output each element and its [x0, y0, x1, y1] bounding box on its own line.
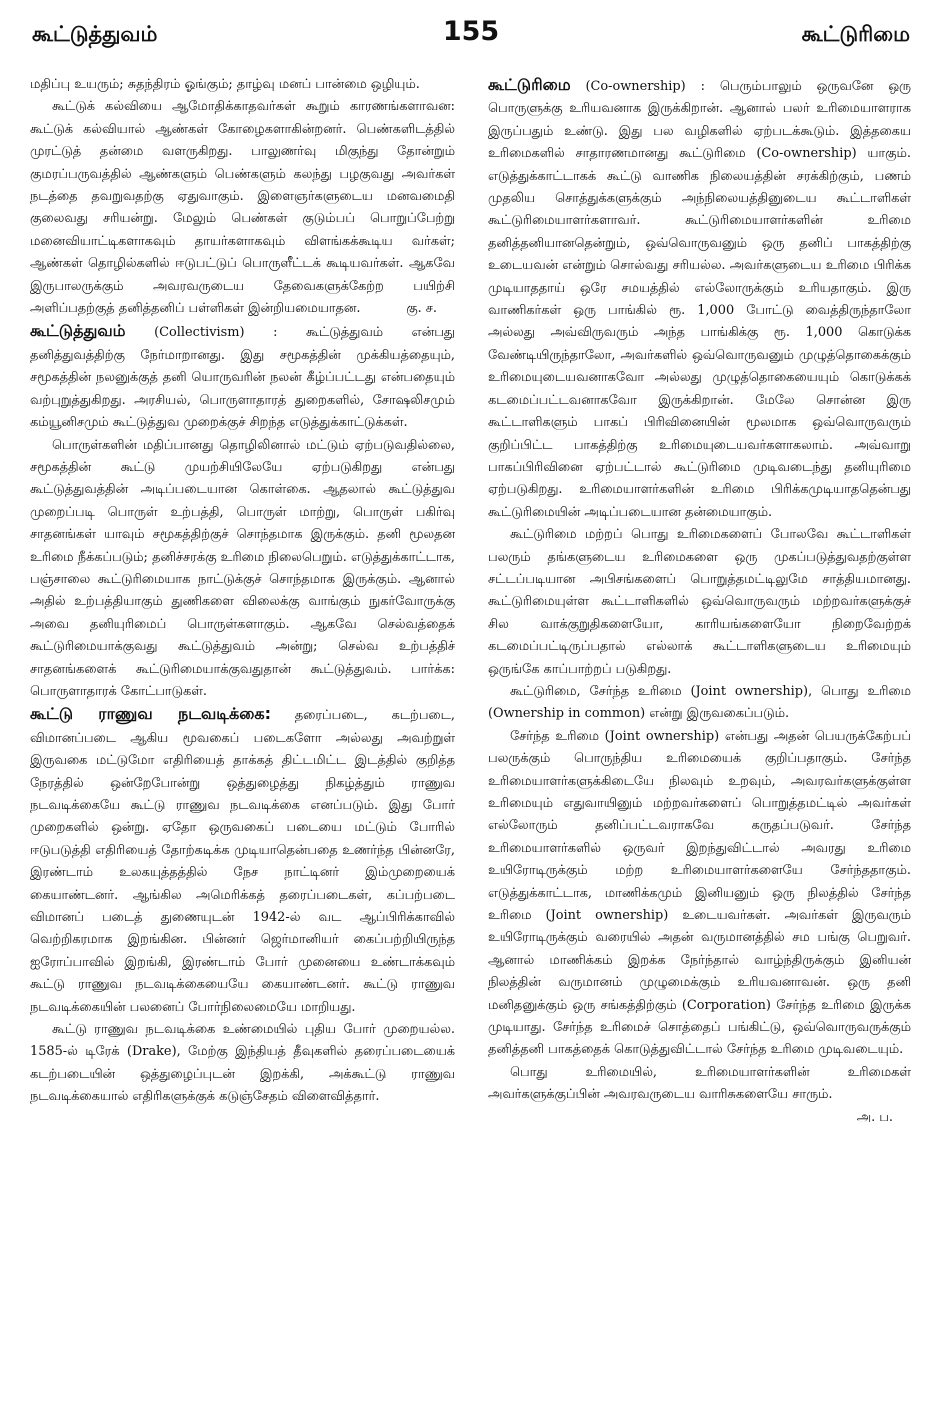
- entry-joint-military-operation: [30, 703, 455, 1019]
- right-column: [488, 74, 911, 1414]
- author-initials: அ. ப.: [856, 1109, 893, 1125]
- entry-heading: கூட்டு ராணுவ நடவடிக்கை:: [30, 704, 271, 724]
- entry-collectivism: [30, 320, 455, 434]
- entry-co-ownership: [488, 74, 911, 524]
- paragraph-collectivism-detail: பொருள்களின் மதிப்பானது தொழிலினால் மட்டும் ஏற்படுவதில்லை, சமூகத்தின் கூட்டு முயற்சியிலேயே ஏற்படுகிறது என்பது கூட்டுத்துவத்தின் அடிப்படையான கொள்கை. ஆதலால் கூட்டுத்துவ முறைப்படி பொருள் உற்பத்தி, பொருள் மாற்று, பொருள் பகிர்வு சாதனங்கள் யாவும் சமூகத்திற்குச் சொந்தமாக இருக்கும். தனி மூலதன உரிமை நீக்கப்படும்; தனிச்சரக்கு உரிமை நிலைபெறும். எடுத்துக்காட்டாக, பஞ்சாலை கூட்டுரிமையாக நாட்டுக்குச் சொந்தமாக இருக்கும். ஆனால் அதில் உற்பத்தியாகும் துணிகளை விலைக்கு வாங்கும் நுகர்வோருக்கு அவை தனியுரிமைப் பொருள்களாகும். ஆகவே செல்வத்தைக் கூட்டுரிமையாக்குவது கூட்டுத்துவம் அன்று; செல்வ உற்பத்திச் சாதனங்களைக் கூட்டுரிமையாக்குவதுதான் கூட்டுத்துவம். பார்க்க: பொருளாதாரக் கோட்பாடுகள்.: [30, 437, 455, 699]
- entry-text: : பெரும்பாலும் ஒருவனே ஒரு பொருளுக்கு உரியவனாக இருக்கிறான். ஆனால் பலர் உரிமையாளராக இருப்பதும் உண்டு. இது பல வழிகளில் ஏற்படக்கூடும். இத்தகைய உரிமைகளில் சாதாரணமானது கூட்டுரிமை (Co-ownership) யாகும். எடுத்துக்காட்டாகக் கூட்டு வாணிக நிலையத்தின் சரக்கிற்கும், பணம் முதலிய சொத்துக்களுக்கும் அந்நிலையத்தினுடைய கூட்டாளிகள் கூட்டுரிமையாளர்களாவர். கூட்டுரிமையாளர்களின் உரிமை தனித்தனியானதென்றும், ஒவ்வொருவனும் ஒரு தனிப் பாகத்திற்கு உடையவன் என்றும் சொல்வது சரியல்ல. அவர்களுடைய உரிமை பிரிக்க முடியாததாய் ஒரே சமயத்தில் எல்லோருக்கும் உரியதாகும். இரு வாணிகர்கள் ஒரு பாங்கில் ரூ. 1,000 போட்டு வைத்திருந்தாலோ அல்லது அவ்விருவரும் அந்த பாங்கிக்கு ரூ. 1,000 கொடுக்க வேண்டியிருந்தாலோ, அவர்களில் ஒவ்வொருவனும் முழுத்தொகைக்கும் உரிமையுடையவனாகவோ அல்லது முழுத்தொகையையும் கொடுக்கக் கடமைப்பட்டவனாகவோ இருக்கிறான். மேலே சொன்ன இரு கூட்டாளிகளும் பாகப் பிரிவினையின் மூலமாக ஒவ்வொருவரும் குறிப்பிட்ட பாகத்திற்கு உரிமையுடையவர்களாகலாம். அவ்வாறு பாகப்பிரிவினை ஏற்பட்டால் கூட்டுரிமை முடிவடைந்து தனியுரிமை ஏற்படுகிறது. உரிமையாளர்களின் உரிமை பிரிக்கமுடியாததென்பது கூட்டுரிமையின் அடிப்படையான தன்மையாகும்.: [488, 79, 911, 520]
- author-initials: கு. ச.: [406, 301, 437, 317]
- paragraph-co-ownership-types: கூட்டுரிமை, சேர்ந்த உரிமை (Joint ownership), பொது உரிமை (Ownership in common) என்று இருவகைப்படும்.: [488, 683, 911, 722]
- entry-heading: கூட்டுரிமை: [488, 75, 571, 94]
- entry-heading: கூட்டுத்துவம்: [30, 321, 126, 341]
- running-head-right: கூட்டுரிமை: [801, 22, 910, 46]
- paragraph-continuation: மதிப்பு உயரும்; சுதந்திரம் ஓங்கும்; தாழ்வு மனப் பான்மை ஒழியும்.: [30, 77, 420, 92]
- running-head-left: கூட்டுத்துவம்: [32, 22, 158, 46]
- entry-text: : கூட்டுத்துவம் என்பது தனித்துவத்திற்கு நேர்மாறானது. இது சமூகத்தின் முக்கியத்தையும், சமூகத்தின் நலனுக்குத் தனி யொருவரின் நலன் கீழ்ப்பட்டது என்பதையும் வற்புறுத்துகிறது. அரசியல், பொருளாதாரத் துறைகளில், சோஷலிசமும் கம்யூனிசமும் கூட்டுத்துவ முறைக்குச் சிறந்த எடுத்துக்காட்டுக்கள்.: [30, 325, 455, 431]
- paragraph-text: கூட்டுக் கல்வியை ஆமோதிக்காதவர்கள் கூறும் காரணங்களாவன: கூட்டுக் கல்வியால் ஆண்கள் கோழைகளாகின்றனர். பெண்களிடத்தில் முரட்டுத் தன்மை வளருகிறது. பாலுணர்வு மிகுந்து தோன்றும் குமரப்பருவத்தில் ஆண்களும் பெண்களும் கலந்து பழகுவது அவர்கள் நடத்தை தவறுவதற்கு ஏதுவாகும். இளைஞர்களுடைய மனவமைதி குலைவது சரியன்று. மேலும் பெண்கள் குடும்பப் பொறுப்பேற்று மனைவியாட்டிகளாகவும் தாயர்களாகவும் விளங்கக்கூடிய வர்கள்; ஆண்கள் தொழில்களில் ஈடுபட்டுப் பொருளீட்டக் கூடியவர்கள். ஆகவே இருபாலருக்கும் அவரவருடைய தேவைகளுக்கேற்ற பயிற்சி அளிப்பதற்குத் தனித்தனிப் பள்ளிகள் இன்றியமையாதன.: [30, 99, 455, 317]
- left-column: [30, 74, 455, 1414]
- page-number: 155: [442, 16, 500, 47]
- paragraph-common-ownership: பொது உரிமையில், உரிமையாளர்களின் உரிமைகள் அவர்களுக்குப்பின் அவரவருடைய வாரிசுகளையே சாரும்.: [488, 1064, 911, 1103]
- paragraph-drake: கூட்டு ராணுவ நடவடிக்கை உண்மையில் புதிய போர் முறையல்ல. 1585-ல் டிரேக் (Drake), மேற்கு இந்தியத் தீவுகளில் தரைப்படையைக் கடற்படையின் ஒத்துழைப்புடன் இறக்கி, அக்கூட்டு ராணுவ நடவடிக்கையால் எதிரிகளுக்குக் கடுஞ்சேதம் விளைவித்தார்.: [30, 1022, 455, 1105]
- paragraph-joint-ownership: சேர்ந்த உரிமை (Joint ownership) என்பது அதன் பெயருக்கேற்பப் பலருக்கும் பொருந்திய உரிமையைக் குறிப்பதாகும். சேர்ந்த உரிமையாளர்களுக்கிடையே நிலவும் உறவும், அவரவர்களுக்குள்ள உரிமையும் எதுவாயினும் மற்றவர்களைப் பொறுத்தமட்டில் அவர்கள் எல்லோரும் தனிப்பட்டவராகவே கருதப்படுவர். சேர்ந்த உரிமையாளர்களில் ஒருவர் இறந்துவிட்டால் அவரது உரிமை உயிரோடிருக்கும் மற்ற உரிமையாளர்களையே சேர்ந்ததாகும். எடுத்துக்காட்டாக, மாணிக்கமும் இனியனும் ஒரு நிலத்தில் சேர்ந்த உரிமை (Joint ownership) உடையவர்கள். அவர்கள் இருவரும் உயிரோடிருக்கும் வரையில் அதன் வருமானத்தில் சம பங்கு பெறுவர். ஆனால் மாணிக்கம் இறக்க நேர்ந்தால் வாழ்ந்திருக்கும் இனியன் நிலத்தின் வருமானம் முழுமைக்கும் உரியவனாவன். ஒரு தனி மனிதனுக்கும் ஒரு சங்கத்திற்கும் (Corporation) சேர்ந்த உரிமை இருக்க முடியாது. சேர்ந்த உரிமைச் சொத்தைப் பங்கிட்டு, ஒவ்வொருவருக்கும் தனித்தனி பாகத்தைக் கொடுத்துவிட்டால் சேர்ந்த உரிமை முடிவடையும்.: [488, 728, 911, 1058]
- page-header: [32, 16, 910, 58]
- paragraph-co-ownership-rights: கூட்டுரிமை மற்றப் பொது உரிமைகளைப் போலவே கூட்டாளிகள் பலரும் தங்களுடைய உரிமைகளை ஒரு முகப்படுத்துவதற்குள்ள சட்டப்படியான அபிசங்களைப் பொறுத்தமட்டிலுமே சாத்தியமானது. கூட்டுரிமையுள்ள கூட்டாளிகளில் ஒவ்வொருவரும் மற்றவர்களுக்குச் சில வாக்குறுதிகளையோ, காரியங்களையோ நிறைவேற்றக் கடமைப்பட்டிருப்பதால் எல்லாக் கூட்டாளிகளுடைய உரிமையும் ஒருங்கே காப்பாற்றப் படுகிறது.: [488, 527, 911, 677]
- entry-english-term: (Co-ownership): [585, 79, 686, 94]
- paragraph-coeducation-objections: [30, 96, 455, 320]
- entry-text: தரைப்படை, கடற்படை, விமானப்படை ஆகிய மூவகைப் படைகளோ அல்லது அவற்றுள் இருவகை மட்டுமோ எதிரியைத் தாக்கத் திட்டமிட்ட இடத்தில் குறித்த நேரத்தில் ஒன்றேபோன்று ஒத்துழைத்து நிகழ்த்தும் ராணுவ நடவடிக்கையே கூட்டு ராணுவ நடவடிக்கை எனப்படும். இது போர் முறைகளில் ஒன்று. ஏதோ ஒருவகைப் படையை மட்டும் போரில் ஈடுபடுத்தி எதிரியைத் தோற்கடிக்க முடியாதென்பதை உணர்ந்த பின்னரே, இரண்டாம் உலகயுத்தத்தில் நேச நாட்டினர் இம்முறையைக் கையாண்டனர். ஆங்கில அமெரிக்கத் தரைப்படைகள், கப்பற்படை விமானப் படைத் துணையுடன் 1942-ல் வட ஆப்பிரிக்காவில் வெற்றிகரமாக இறங்கின. பின்னர் ஜெர்மானியர் கைப்பற்றியிருந்த ஐரோப்பாவில் இறங்கி, இரண்டாம் போர் முனையை உண்டாக்கவும் கூட்டு ராணுவ நடவடிக்கையையே கையாண்டனர். கூட்டு ராணுவ நடவடிக்கையின் பலனைப் போர்நிலைமையே மாறியது.: [30, 708, 455, 1015]
- entry-english-term: (Collectivism): [154, 325, 245, 341]
